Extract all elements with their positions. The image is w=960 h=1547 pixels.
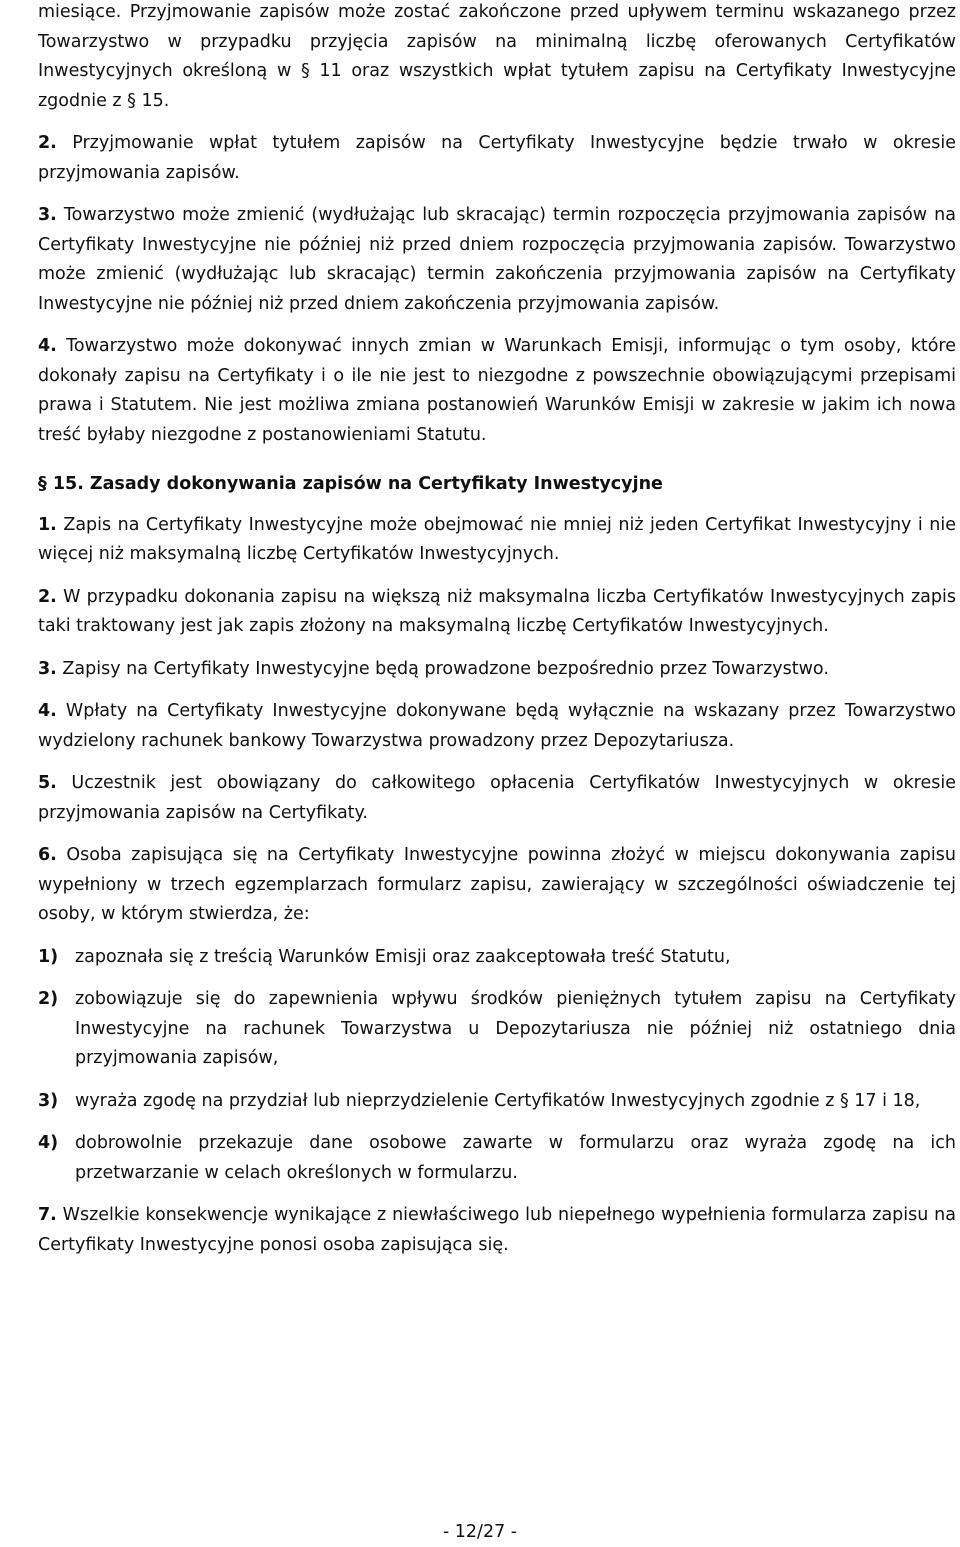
section15-subitem-4 [38, 1129, 956, 1188]
subitem-number: 1) [38, 946, 59, 967]
item-text: W przypadku dokonania zapisu na większą niż maksymalna liczba Certyfikatów Inwestycyjnych zapis taki traktowany jest jak zapis złożony na maksymalną liczbę Certyfikatów Inwestycyjnych. [38, 586, 956, 636]
section15-subitem-3 [38, 1087, 956, 1117]
item-number: 3. [38, 205, 57, 225]
subitem-text: dobrowolnie przekazuje dane osobowe zawarte w formularzu oraz wyraża zgodę na ich przetwarzanie w celach określonych w formularzu. [75, 1133, 956, 1183]
item-number: 3. [38, 658, 57, 679]
section14-item-3 [38, 201, 956, 319]
section14-item-4 [38, 332, 956, 450]
section15-subitem-1 [38, 943, 956, 973]
item-number: 7. [38, 1205, 57, 1225]
section15-item-7 [38, 1201, 956, 1260]
section15-item-6 [38, 841, 956, 930]
subitem-text: zobowiązuje się do zapewnienia wpływu środków pieniężnych tytułem zapisu na Certyfikaty Inwestycyjne na rachunek Towarzystwa u Depozytariusza nie później niż ostatniego dnia przyjmowania zapisów, [75, 989, 956, 1068]
section15-item-3 [38, 655, 956, 685]
item-text: Osoba zapisująca się na Certyfikaty Inwestycyjne powinna złożyć w miejscu dokonywania zapisu wypełniony w trzech egzemplarzach formularz zapisu, zawierający w szczególności oświadczenie tej osoby, w którym stwierdza, że: [38, 845, 956, 924]
page-number: - 12/27 - [442, 1522, 518, 1542]
section15-item-2 [38, 583, 956, 642]
document-page [38, 0, 956, 1273]
subitem-text: wyraża zgodę na przydział lub nieprzydzielenie Certyfikatów Inwestycyjnych zgodnie z § 17 i 18, [75, 1090, 921, 1111]
item-text: Towarzystwo może zmienić (wydłużając lub skracając) termin rozpoczęcia przyjmowania zapisów na Certyfikaty Inwestycyjne nie później niż przed dniem rozpoczęcia przyjmowania zapisów. Towarzystwo może zmienić (wydłużając lub skracając) termin zakończenia przyjmowania zapisów na Certyfikaty Inwestycyjne nie później niż przed dniem zakończenia przyjmowania zapisów. [38, 205, 956, 314]
item-text: Uczestnik jest obowiązany do całkowitego opłacenia Certyfikatów Inwestycyjnych w okresie przyjmowania zapisów na Certyfikaty. [38, 773, 956, 823]
item-number: 4. [38, 701, 57, 721]
section15-item-1 [38, 511, 956, 570]
item-number: 1. [38, 514, 57, 535]
item-number: 6. [38, 845, 57, 865]
subitem-number: 3) [38, 1090, 59, 1111]
item-text: Wpłaty na Certyfikaty Inwestycyjne dokonywane będą wyłącznie na wskazany przez Towarzystwo wydzielony rachunek bankowy Towarzystwa prowadzony przez Depozytariusza. [38, 701, 956, 751]
section15-heading: § 15. Zasady dokonywania zapisów na Certyfikaty Inwestycyjne [38, 474, 663, 494]
item-number: 4. [38, 336, 57, 356]
item-text: Zapis na Certyfikaty Inwestycyjne może obejmować nie mniej niż jeden Certyfikat Inwestycyjny i nie więcej niż maksymalną liczbę Certyfikatów Inwestycyjnych. [38, 514, 956, 564]
subitem-number: 2) [38, 989, 59, 1009]
subitem-text: zapoznała się z treścią Warunków Emisji oraz zaakceptowała treść Statutu, [75, 946, 731, 967]
item-text: Wszelkie konsekwencje wynikające z niewłaściwego lub niepełnego wypełnienia formularza zapisu na Certyfikaty Inwestycyjne ponosi osoba zapisująca się. [38, 1205, 956, 1255]
subitem-number: 4) [38, 1133, 59, 1153]
item-number: 2. [38, 586, 57, 607]
item-number: 2. [38, 133, 57, 153]
section15-subitem-2 [38, 985, 956, 1074]
continuation-paragraph: miesiące. Przyjmowanie zapisów może zostać zakończone przed upływem terminu wskazanego przez Towarzystwo w przypadku przyjęcia zapisów na minimalną liczbę oferowanych Certyfikatów Inwestycyjnych określoną w § 11 oraz wszystkich wpłat tytułem zapisu na Certyfikaty Inwestycyjne zgodnie z § 15. [38, 2, 956, 111]
section15-item-5 [38, 769, 956, 828]
item-text: Towarzystwo może dokonywać innych zmian w Warunkach Emisji, informując o tym osoby, które dokonały zapisu na Certyfikaty i o ile nie jest to niezgodne z powszechnie obowiązującymi przepisami prawa i Statutem. Nie jest możliwa zmiana postanowień Warunków Emisji w zakresie w jakim ich nowa treść byłaby niezgodne z postanowieniami Statutu. [38, 336, 956, 445]
item-text: Przyjmowanie wpłat tytułem zapisów na Certyfikaty Inwestycyjne będzie trwało w okresie przyjmowania zapisów. [38, 133, 956, 183]
section15-item-4 [38, 697, 956, 756]
section14-item-2 [38, 129, 956, 188]
item-text: Zapisy na Certyfikaty Inwestycyjne będą prowadzone bezpośrednio przez Towarzystwo. [62, 658, 829, 679]
item-number: 5. [38, 773, 57, 793]
